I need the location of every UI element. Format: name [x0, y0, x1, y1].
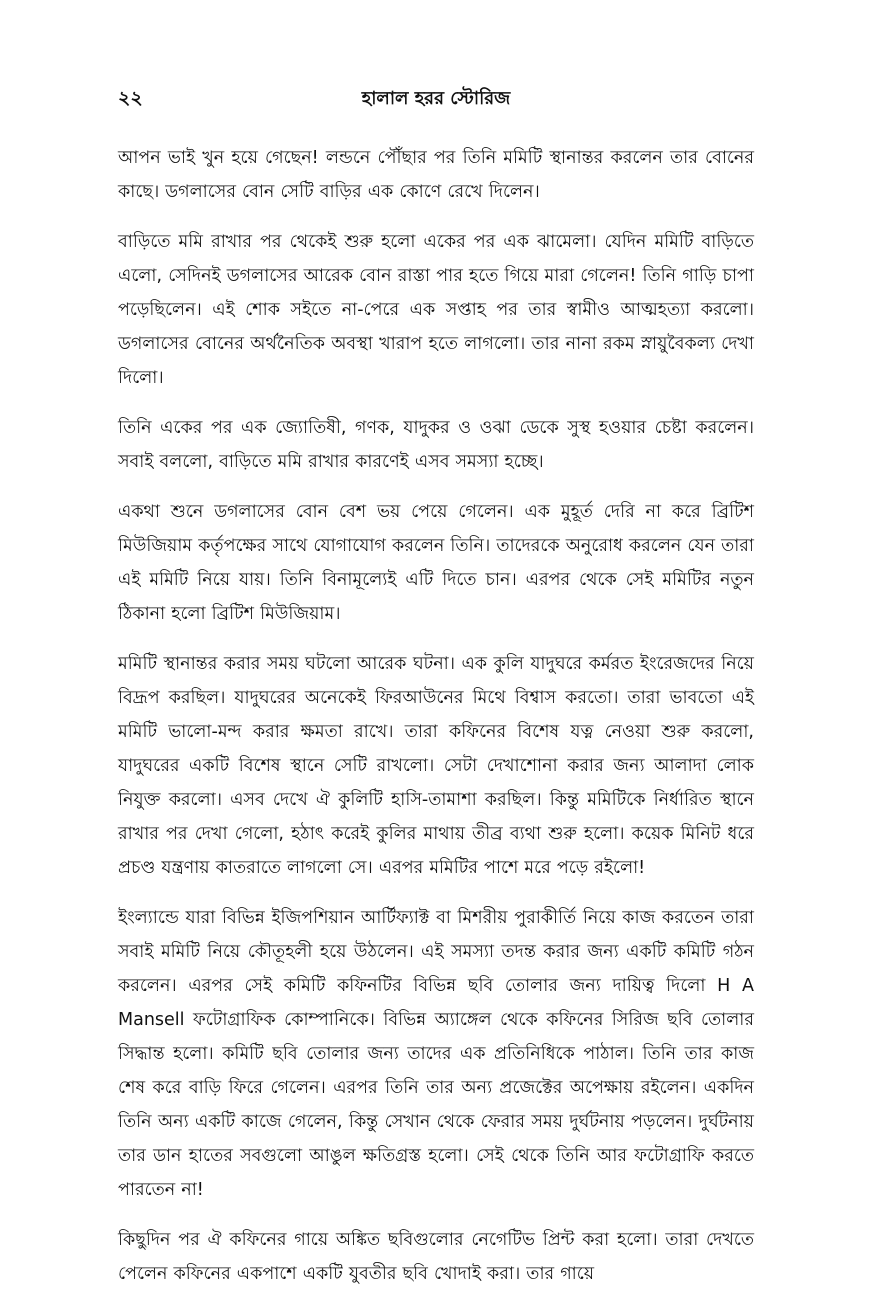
book-page [118, 78, 754, 1284]
paragraph: তিনি একের পর এক জ্যোতিষী, গণক, যাদুকর ও ওঝা ডেকে সুস্থ হওয়ার চেষ্টা করলেন। সবাই বললো, বাড়িতে মমি রাখার কারণেই এসব সমস্যা হচ্ছে। [118, 418, 754, 472]
running-title: হালাল হরর স্টোরিজ [361, 88, 511, 109]
page-body [118, 141, 754, 1291]
paragraph: কিছুদিন পর ঐ কফিনের গায়ে অঙ্কিত ছবিগুলোর নেগেটিভ প্রিন্ট করা হলো। তারা দেখতে পেলেন কফিনের একপাশে একটি যুবতীর ছবি খোদাই করা। তার গায়ে [118, 1230, 754, 1284]
paragraph: মমিটি স্থানান্তর করার সময় ঘটলো আরেক ঘটনা। এক কুলি যাদুঘরে কর্মরত ইংরেজদের নিয়ে বিদ্রূপ করছিল। যাদুঘরের অনেকেই ফিরআউনের মিথে বিশ্বাস করতো। তারা ভাবতো এই মমিটি ভালো-মন্দ করার ক্ষমতা রাখে। তারা কফিনের বিশেষ যত্ন নেওয়া শুরু করলো, যাদুঘরের একটি বিশেষ স্থানে সেটি রাখলো। সেটা দেখাশোনা করার জন্য আলাদা লোক নিযুক্ত করলো। এসব দেখে ঐ কুলিটি হাসি-তামাশা করছিল। কিন্তু মমিটিকে নির্ধারিত স্থানে রাখার পর দেখা গেলো, হঠাৎ করেই কুলির মাথায় তীব্র ব্যথা শুরু হলো। কয়েক মিনিট ধরে প্রচণ্ড যন্ত্রণায় কাতরাতে লাগলো সে। এরপর মমিটির পাশে মরে পড়ে রইলো! [118, 654, 754, 878]
paragraph: ইংল্যান্ডে যারা বিভিন্ন ইজিপশিয়ান আর্টিফ্যাক্ট বা মিশরীয় পুরাকীর্তি নিয়ে কাজ করতেন তারা সবাই মমিটি নিয়ে কৌতূহলী হয়ে উঠলেন। এই সমস্যা তদন্ত করার জন্য একটি কমিটি গঠন করলেন। এরপর সেই কমিটি কফিনটির বিভিন্ন ছবি তোলার জন্য দায়িত্ব দিলো H A Mansell ফটোগ্রাফিক কোম্পানিকে। বিভিন্ন অ্যাঙ্গেল থেকে কফিনের সিরিজ ছবি তোলার সিদ্ধান্ত হলো। কমিটি ছবি তোলার জন্য তাদের এক প্রতিনিধিকে পাঠাল। তিনি তার কাজ শেষ করে বাড়ি ফিরে গেলেন। এরপর তিনি তার অন্য প্রজেক্টের অপেক্ষায় রইলেন। একদিন তিনি অন্য একটি কাজে গেলেন, কিন্তু সেখান থেকে ফেরার সময় দুর্ঘটনায় পড়লেন। দুর্ঘটনায় তার ডান হাতের সবগুলো আঙুল ক্ষতিগ্রস্ত হলো। সেই থেকে তিনি আর ফটোগ্রাফি করতে পারতেন না! [118, 908, 754, 1200]
paragraph: একথা শুনে ডগলাসের বোন বেশ ভয় পেয়ে গেলেন। এক মুহূর্ত দেরি না করে ব্রিটিশ মিউজিয়াম কর্তৃপক্ষের সাথে যোগাযোগ করলেন তিনি। তাদেরকে অনুরোধ করলেন যেন তারা এই মমিটি নিয়ে যায়। তিনি বিনামূল্যেই এটি দিতে চান। এরপর থেকে সেই মমিটির নতুন ঠিকানা হলো ব্রিটিশ মিউজিয়াম। [118, 502, 754, 624]
page-header [118, 78, 754, 118]
paragraph: আপন ভাই খুন হয়ে গেছেন! লন্ডনে পৌঁছার পর তিনি মমিটি স্থানান্তর করলেন তার বোনের কাছে। ডগলাসের বোন সেটি বাড়ির এক কোণে রেখে দিলেন। [118, 148, 754, 202]
paragraph: বাড়িতে মমি রাখার পর থেকেই শুরু হলো একের পর এক ঝামেলা। যেদিন মমিটি বাড়িতে এলো, সেদিনই ডগলাসের আরেক বোন রাস্তা পার হতে গিয়ে মারা গেলেন! তিনি গাড়ি চাপা পড়েছিলেন। এই শোক সইতে না-পেরে এক সপ্তাহ পর তার স্বামীও আত্মহত্যা করলো। ডগলাসের বোনের অর্থনৈতিক অবস্থা খারাপ হতে লাগলো। তার নানা রকম স্নায়ুবৈকল্য দেখা দিলো। [118, 232, 754, 388]
page-number: ২২ [118, 87, 143, 109]
